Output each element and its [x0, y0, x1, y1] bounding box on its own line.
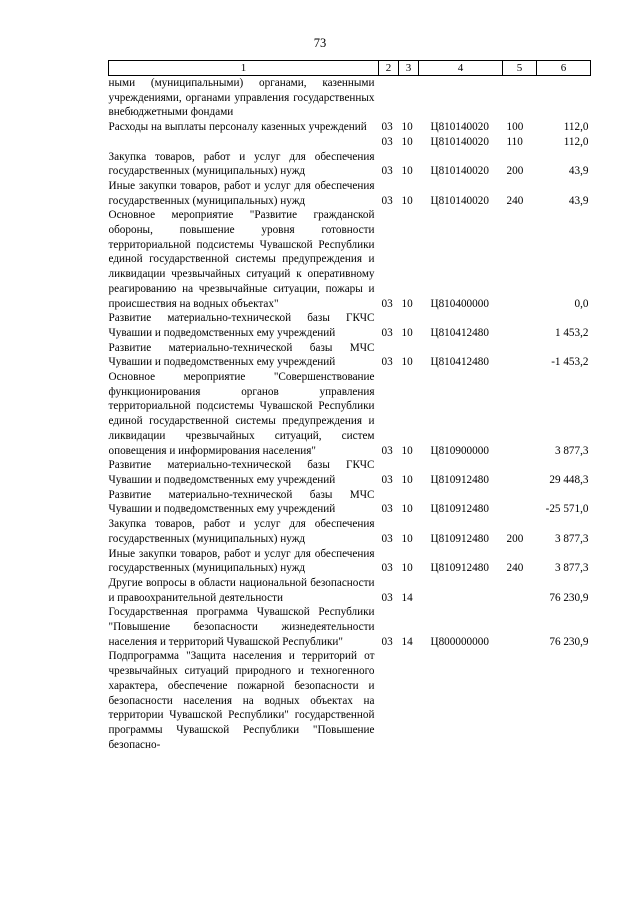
row-target-code: Ц810140020 [430, 165, 489, 178]
row-section: 03 [381, 503, 393, 516]
row-sum [537, 649, 591, 752]
row-subsection: 10 [401, 503, 413, 516]
row-description [109, 135, 379, 150]
row-subsection: 14 [401, 635, 413, 648]
table-row [109, 649, 591, 752]
row-target-code: Ц810400000 [430, 297, 489, 310]
column-header-target-code: 4 [419, 61, 503, 76]
table-body [109, 76, 591, 753]
table-row [109, 547, 591, 576]
table-row [109, 135, 591, 150]
table-row [109, 458, 591, 487]
row-description: Другие вопросы в области национальной безопасности и правоохранительной деятельности [108, 576, 375, 604]
header-row [109, 61, 591, 76]
row-target-code: Ц810900000 [430, 444, 489, 457]
row-description: Государственная программа Чувашской Республики "Повышение безопасности жизнедеятельности населения и территорий Чувашской Республики" [108, 606, 375, 648]
table-row [109, 370, 591, 458]
row-subsection: 10 [401, 165, 413, 178]
row-subsection: 10 [401, 473, 413, 486]
row-target-code [419, 76, 503, 121]
row-section: 03 [381, 591, 393, 604]
row-section: 03 [381, 444, 393, 457]
row-subsection: 10 [401, 297, 413, 310]
row-subsection: 10 [401, 562, 413, 575]
row-expense-type [503, 488, 537, 517]
row-target-code [419, 649, 503, 752]
row-sum: 43,9 [568, 165, 589, 178]
row-target-code: Ц810912480 [430, 562, 489, 575]
row-expense-type [503, 605, 537, 649]
row-subsection: 14 [401, 591, 413, 604]
row-target-code: Ц810412480 [430, 326, 489, 339]
row-target-code: Ц800000000 [430, 635, 489, 648]
row-description: Основное мероприятие "Развитие гражданской обороны, повышение уровня готовности территориальной подсистемы Чувашской Республики единой государственной системы предупреждения и ликвидации чрезвычайных ситуаций к оперативному реагированию на чрезвычайные ситуации, пожары и происшествия на водных объектах" [108, 209, 375, 310]
row-section: 03 [381, 532, 393, 545]
table-row [109, 576, 591, 605]
table-row [109, 341, 591, 370]
row-section: 03 [381, 562, 393, 575]
row-sum: -1 453,2 [551, 356, 589, 369]
row-description: ными (муниципальными) органами, казенными учреждениями, органами управления государственных внебюджетными фондами [108, 77, 375, 119]
row-expense-type: 110 [506, 135, 523, 148]
row-target-code: Ц810140020 [430, 135, 489, 148]
row-sum: 43,9 [568, 194, 589, 207]
row-section: 03 [381, 326, 393, 339]
row-description: Основное мероприятие "Совершенствование функционирования органов управления территориальной подсистемы Чувашской Республики единой государственной системы предупреждения и ликвидации чрезвычайных ситуаций, систем оповещения и информирования населения" [108, 371, 375, 457]
row-subsection: 10 [401, 532, 413, 545]
row-sum: 29 448,3 [549, 473, 589, 486]
row-target-code [419, 576, 503, 605]
row-target-code: Ц810140020 [430, 194, 489, 207]
table-row [109, 311, 591, 340]
row-section: 03 [381, 194, 393, 207]
page-number: 73 [313, 36, 327, 50]
row-description: Иные закупки товаров, работ и услуг для обеспечения государственных (муниципальных) нужд [108, 547, 375, 575]
budget-table [108, 60, 591, 752]
table-row [109, 488, 591, 517]
row-section: 03 [381, 135, 393, 148]
row-description: Закупка товаров, работ и услуг для обеспечения государственных (муниципальных) нужд [108, 518, 375, 545]
table-row [109, 517, 591, 546]
row-section: 03 [381, 297, 393, 310]
table-row [109, 179, 591, 208]
table-header [109, 61, 591, 76]
row-sum: 112,0 [563, 135, 589, 148]
row-sum: 3 877,3 [554, 444, 589, 457]
row-subsection [399, 76, 419, 121]
row-expense-type [503, 576, 537, 605]
row-description: Развитие материально-технической базы МЧС Чувашии и подведомственных ему учреждений [108, 488, 375, 516]
row-sum: 76 230,9 [549, 635, 589, 648]
row-section: 03 [381, 635, 393, 648]
row-section [379, 649, 399, 752]
row-subsection [399, 649, 419, 752]
row-target-code: Ц810912480 [430, 473, 489, 486]
row-sum: 1 453,2 [554, 326, 589, 339]
row-description: Закупка товаров, работ и услуг для обеспечения государственных (муниципальных) нужд [108, 150, 375, 178]
row-section: 03 [381, 165, 393, 178]
column-header-sum: 6 [537, 61, 591, 76]
row-sum: 76 230,9 [549, 591, 589, 604]
row-description: Развитие материально-технической базы ГКЧС Чувашии и подведомственных ему учреждений [108, 459, 375, 486]
row-expense-type: 200 [506, 532, 524, 545]
column-header-section: 2 [379, 61, 399, 76]
table-row [109, 120, 591, 135]
row-sum [537, 76, 591, 121]
column-header-description: 1 [109, 61, 379, 76]
row-section: 03 [381, 121, 393, 134]
row-sum: 3 877,3 [554, 562, 589, 575]
row-expense-type [503, 458, 537, 487]
row-target-code: Ц810912480 [430, 532, 489, 545]
row-expense-type: 200 [506, 165, 524, 178]
row-subsection: 10 [401, 444, 413, 457]
column-header-expense-type: 5 [503, 61, 537, 76]
table-row [109, 208, 591, 311]
row-expense-type: 240 [506, 194, 524, 207]
row-subsection: 10 [401, 326, 413, 339]
row-expense-type: 100 [506, 121, 524, 134]
table-row [109, 76, 591, 121]
row-target-code: Ц810912480 [430, 503, 489, 516]
row-expense-type [503, 76, 537, 121]
row-expense-type [503, 208, 537, 311]
row-sum: 112,0 [563, 121, 589, 134]
column-header-subsection: 3 [399, 61, 419, 76]
row-section [379, 76, 399, 121]
row-subsection: 10 [401, 121, 413, 134]
row-expense-type [503, 649, 537, 752]
row-expense-type [503, 341, 537, 370]
row-target-code: Ц810140020 [430, 121, 489, 134]
row-expense-type [503, 370, 537, 458]
row-expense-type: 240 [506, 562, 524, 575]
table-row [109, 150, 591, 179]
row-sum: 3 877,3 [554, 532, 589, 545]
row-description: Подпрограмма "Защита населения и территорий от чрезвычайных ситуаций природного и техногенного характера, обеспечение пожарной безопасности и безопасности населения на водных объектах на территории Чувашской Республики" государственной программы Чувашской Республики "Повышение безопасно- [108, 650, 375, 751]
row-expense-type [503, 311, 537, 340]
row-description: Развитие материально-технической базы ГКЧС Чувашии и подведомственных ему учреждений [108, 312, 375, 339]
row-section: 03 [381, 356, 393, 369]
row-target-code: Ц810412480 [430, 356, 489, 369]
row-description: Иные закупки товаров, работ и услуг для обеспечения государственных (муниципальных) нужд [108, 179, 375, 207]
row-subsection: 10 [401, 135, 413, 148]
row-subsection: 10 [401, 356, 413, 369]
table-row [109, 605, 591, 649]
row-subsection: 10 [401, 194, 413, 207]
row-sum: 0,0 [574, 297, 589, 310]
row-description: Расходы на выплаты персоналу казенных учреждений [108, 121, 367, 134]
row-description: Развитие материально-технической базы МЧС Чувашии и подведомственных ему учреждений [108, 341, 375, 369]
row-sum: -25 571,0 [545, 503, 589, 516]
row-section: 03 [381, 473, 393, 486]
